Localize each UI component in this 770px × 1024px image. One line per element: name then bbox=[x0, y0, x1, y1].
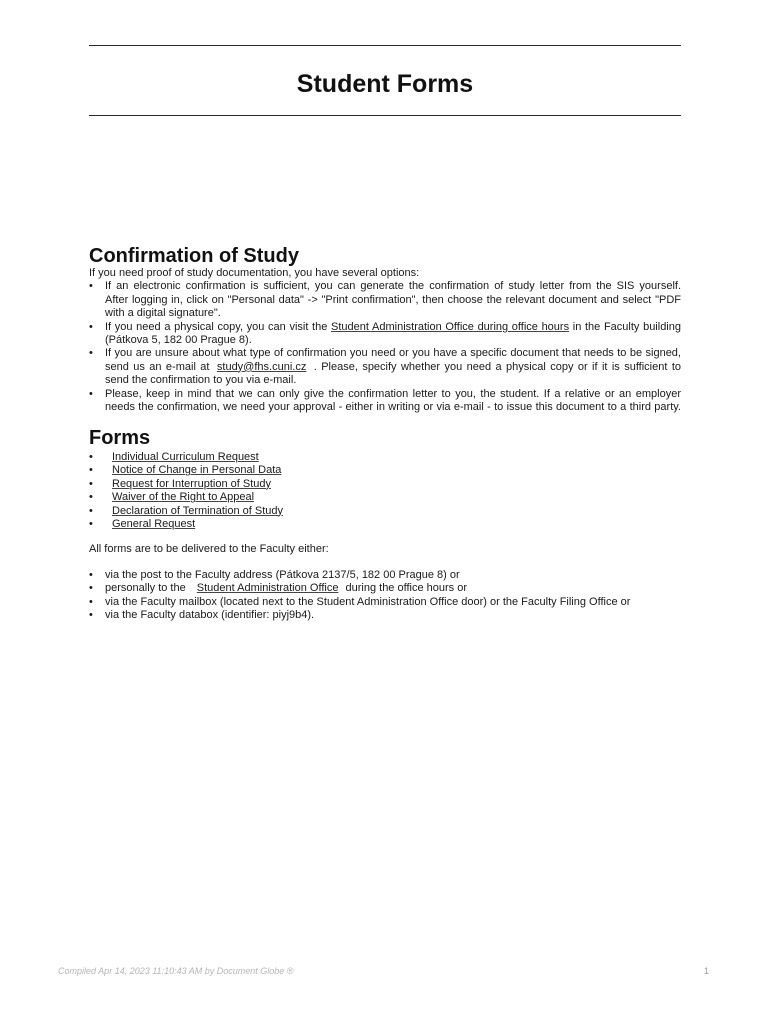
text-line: If an electronic confirmation is sufficient, you can generate the confirmation of study letter from the SIS yourself. bbox=[105, 280, 681, 293]
text-line bbox=[112, 505, 681, 518]
delivery-option-personally bbox=[89, 582, 681, 595]
page-title: Student Forms bbox=[296, 70, 474, 98]
delivery-option-databox bbox=[89, 609, 681, 622]
bullet-marker: • bbox=[89, 387, 93, 400]
form-link-general-request[interactable]: General Request bbox=[112, 517, 196, 530]
text-line bbox=[105, 321, 681, 334]
text-segment: . Please, specify whether you need a physical copy or if it is sufficient to bbox=[313, 360, 682, 373]
bullet-marker: • bbox=[89, 569, 93, 581]
text-line: with a digital signature". bbox=[105, 307, 221, 320]
bullet-marker: • bbox=[89, 595, 93, 608]
text-line: After logging in, click on "Personal data" -> "Print confirmation", then choose the relevant document and select "PDF bbox=[105, 293, 681, 306]
form-link-notice-of-change-personal-data[interactable]: Notice of Change in Personal Data bbox=[112, 464, 282, 477]
text-line: send the confirmation to you via e-mail. bbox=[105, 374, 297, 387]
text-line: Please, keep in mind that we can only give the confirmation letter to you, the student. If a relative or an employer bbox=[105, 387, 681, 400]
list-item bbox=[89, 505, 681, 518]
text-segment: send us an e-mail at bbox=[105, 360, 210, 373]
bullet-marker: • bbox=[89, 517, 93, 530]
delivery-options-list bbox=[89, 569, 681, 623]
footer-compiled-note: Compiled Apr 14, 2023 11:10:43 AM by Document Globe ® bbox=[58, 966, 294, 976]
text-line: If you are unsure about what type of confirmation you need or you have a specific document that needs to be signed, bbox=[105, 347, 681, 360]
text-line bbox=[112, 451, 681, 464]
confirmation-option-third-party bbox=[89, 388, 681, 415]
text-line bbox=[112, 518, 681, 531]
student-admin-office-link[interactable]: Student Administration Office bbox=[196, 582, 339, 595]
text-segment: in the Faculty building bbox=[572, 320, 681, 333]
form-link-individual-curriculum-request[interactable]: Individual Curriculum Request bbox=[112, 451, 259, 463]
list-item bbox=[89, 478, 681, 491]
list-item bbox=[89, 518, 681, 531]
bullet-marker: • bbox=[89, 609, 93, 622]
page-number: 1 bbox=[704, 966, 710, 976]
list-item bbox=[89, 464, 681, 477]
top-divider bbox=[89, 45, 681, 46]
bullet-marker: • bbox=[89, 347, 93, 360]
bullet-marker: • bbox=[89, 504, 93, 517]
confirmation-option-electronic bbox=[89, 280, 681, 320]
section-heading-forms: Forms bbox=[89, 427, 151, 449]
text-segment: If you need a physical copy, you can visit the bbox=[105, 320, 328, 333]
bullet-marker: • bbox=[89, 491, 93, 504]
confirmation-option-unsure bbox=[89, 347, 681, 387]
delivery-intro-block bbox=[89, 543, 681, 556]
list-item bbox=[89, 451, 681, 464]
delivery-option-mailbox bbox=[89, 596, 681, 609]
bullet-marker: • bbox=[89, 320, 93, 333]
delivery-intro: All forms are to be delivered to the Faculty either: bbox=[89, 543, 329, 555]
text-segment: during the office hours or bbox=[345, 582, 467, 595]
text-line: (Pátkova 5, 182 00 Prague 8). bbox=[105, 333, 252, 346]
study-email-link[interactable]: study@fhs.cuni.cz bbox=[216, 360, 307, 373]
text-segment: personally to the bbox=[105, 582, 186, 595]
confirmation-section bbox=[89, 267, 681, 414]
text-line bbox=[112, 478, 681, 491]
list-item bbox=[89, 491, 681, 504]
text-line: needs the confirmation, we need your approval - either in writing or via e-mail - to issue this document to a third party. bbox=[105, 400, 681, 413]
text-line bbox=[105, 361, 681, 374]
text-line bbox=[112, 464, 681, 477]
title-divider bbox=[89, 115, 681, 116]
bullet-marker: • bbox=[89, 451, 93, 463]
bullet-marker: • bbox=[89, 464, 93, 477]
student-admin-office-hours-link[interactable]: Student Administration Office during office hours bbox=[331, 320, 570, 333]
bullet-marker: • bbox=[89, 582, 93, 595]
text-line: via the post to the Faculty address (Pátkova 2137/5, 182 00 Prague 8) or bbox=[105, 569, 460, 581]
forms-list bbox=[89, 451, 681, 531]
confirmation-option-physical bbox=[89, 321, 681, 348]
bullet-marker: • bbox=[89, 477, 93, 490]
form-link-request-interruption-of-study[interactable]: Request for Interruption of Study bbox=[112, 477, 271, 490]
form-link-waiver-right-to-appeal[interactable]: Waiver of the Right to Appeal bbox=[112, 491, 255, 504]
text-line: via the Faculty databox (identifier: piyj9b4). bbox=[105, 609, 315, 622]
text-line bbox=[112, 491, 681, 504]
bullet-marker: • bbox=[89, 280, 93, 293]
text-line: via the Faculty mailbox (located next to the Student Administration Office door) or the Faculty Filing Office or bbox=[105, 595, 631, 608]
confirmation-intro: If you need proof of study documentation, you have several options: bbox=[89, 267, 420, 279]
text-line bbox=[105, 582, 681, 595]
delivery-option-post bbox=[89, 569, 681, 582]
form-link-declaration-termination-of-study[interactable]: Declaration of Termination of Study bbox=[112, 504, 283, 517]
section-heading-confirmation: Confirmation of Study bbox=[89, 245, 299, 267]
